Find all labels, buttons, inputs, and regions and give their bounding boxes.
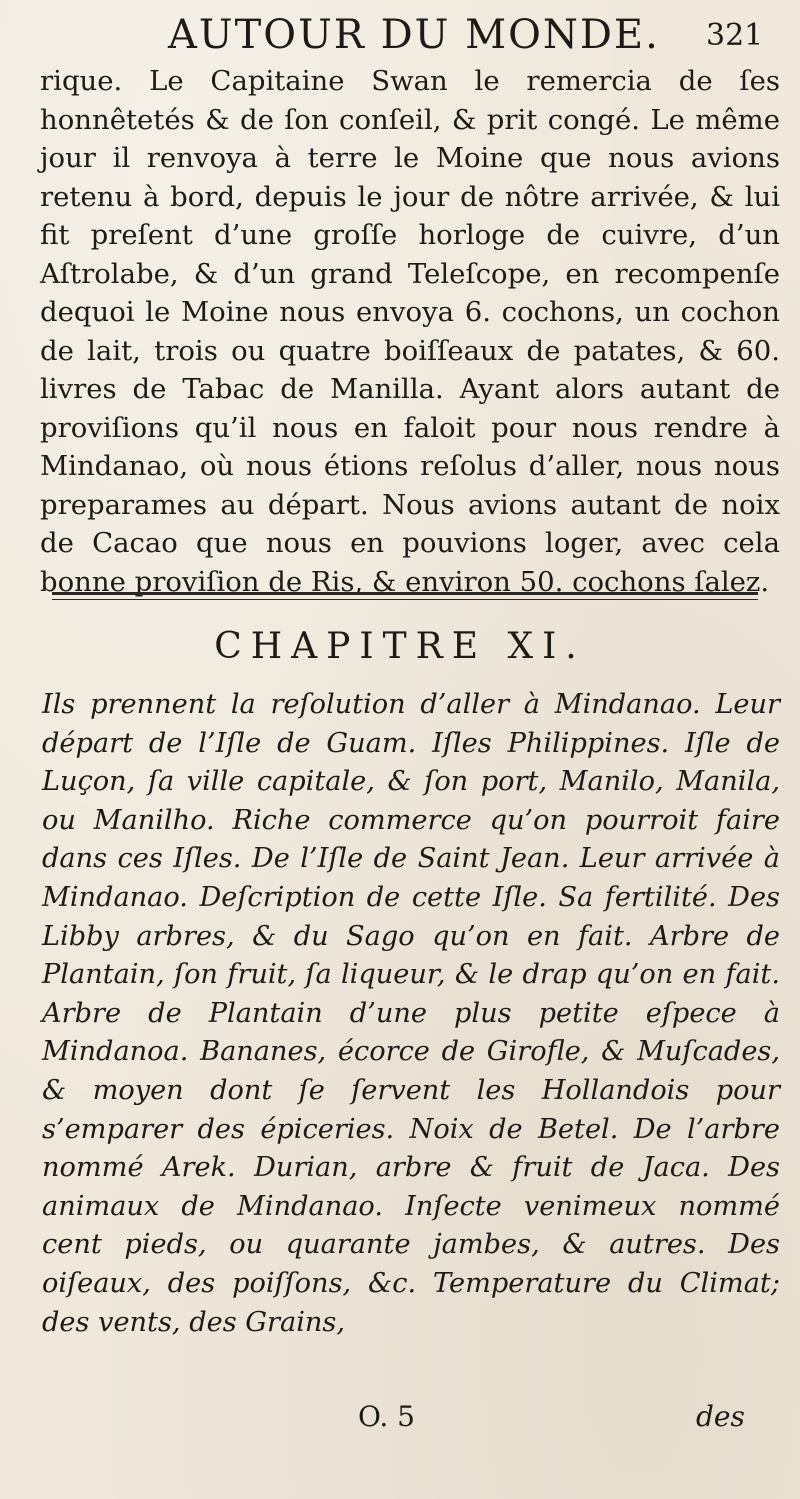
page-header — [0, 10, 800, 66]
signature-mark: O. 5 — [358, 1400, 415, 1433]
chapter-title: CHAPITRE XI. — [214, 626, 586, 667]
body-paragraph: rique. Le Capitaine Swan le remercia de ſes honnêtetés & de ſon conſeil, & prit congé. Le même jour il renvoya à terre le Moine que nous avions retenu à bord, depuis le jour de nôtre arrivée, & lui fit preſent d’une groſſe horloge de cuivre, d’un Aſtrolabe, & d’un grand Teleſcope, en recompenſe dequoi le Moine nous envoya 6. cochons, un cochon de lait, trois ou quatre boiſſeaux de patates, & 60. livres de Tabac de Manilla. Ayant alors autant de proviſions qu’il nous en faloit pour nous rendre à Mindanao, où nous étions reſolus d’aller, nous nous preparames au départ. Nous avions autant de noix de Cacao que nous en pouvions loger, avec cela bonne proviſion de Ris, & environ 50. cochons ſalez. — [40, 65, 780, 598]
catchword: des — [696, 1400, 745, 1433]
section-divider — [52, 592, 758, 595]
page-footer — [0, 1400, 800, 1444]
running-head: AUTOUR DU MONDE. — [168, 12, 660, 58]
page-number: 321 — [706, 18, 764, 53]
chapter-summary: Ils prennent la reſolution d’aller à Mindanao. Leur départ de l’Iſle de Guam. Iſles Philippines. Iſle de Luçon, ſa ville capitale, & ſon port, Manilo, Manila, ou Manilho. Riche commerce qu’on pourroit faire dans ces Iſles. De l’Iſle de Saint Jean. Leur arrivée à Mindanao. Deſcription de cette Iſle. Sa fertilité. Des Libby arbres, & du Sago qu’on en fait. Arbre de Plantain, ſon fruit, ſa liqueur, & le drap qu’on en fait. Arbre de Plantain d’une plus petite eſpece à Mindanoa. Bananes, écorce de Girofle, & Muſcades, & moyen dont ſe ſervent les Hollandois pour s’emparer des épiceries. Noix de Betel. De l’arbre nommé Arek. Durian, arbre & fruit de Jaca. Des animaux de Mindanao. Inſecte venimeux nommé cent pieds, ou quarante jambes, & autres. Des oiſeaux, des poiſſons, &c. Temperature du Climat; des vents, des Grains, — [42, 689, 780, 1338]
section-divider-thin — [52, 599, 758, 600]
